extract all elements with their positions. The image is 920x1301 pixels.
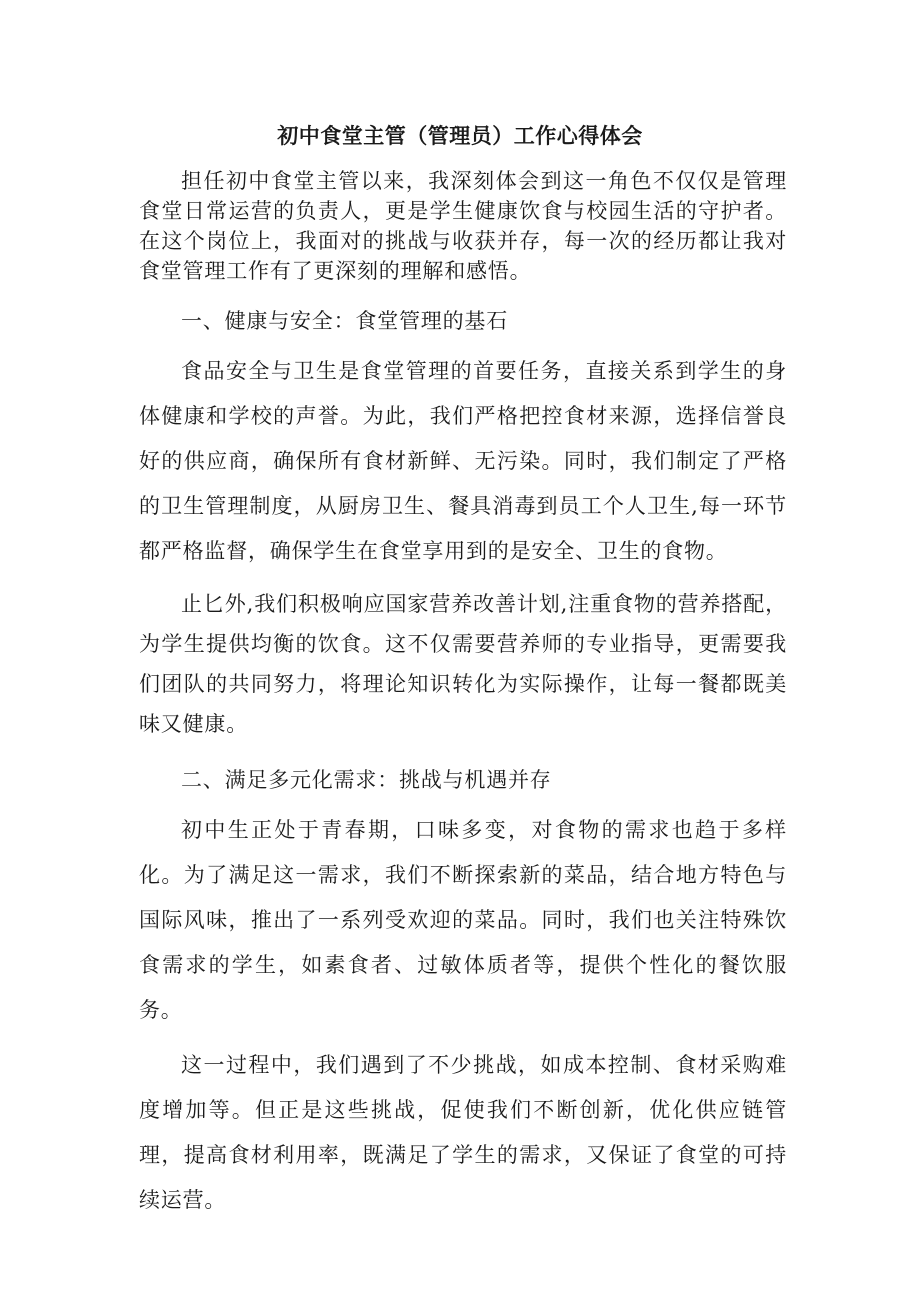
paragraph-nutrition: 止匕外,我们积极响应国家营养改善计划,注重食物的营养搭配，为学生提供均衡的饮食。这不仅需要营养师的专业指导，更需要我们团队的共同努力，将理论知识转化为实际操作，让每一餐都既美味又健康。	[139, 592, 787, 736]
paragraph-intro: 担任初中食堂主管以来，我深刻体会到这一角色不仅仅是管理食堂日常运营的负责人，更是学生健康饮食与校园生活的守护者。在这个岗位上，我面对的挑战与收获并存，每一次的经历都让我对食堂管理工作有了更深刻的理解和感悟。	[139, 169, 787, 283]
paragraph-food-safety: 食品安全与卫生是食堂管理的首要任务，直接关系到学生的身体健康和学校的声誉。为此，我们严格把控食材来源，选择信誉良好的供应商，确保所有食材新鲜、无污染。同时，我们制定了严格的卫生管理制度，从厨房卫生、餐具消毒到员工个人卫生,每一环节都严格监督，确保学生在食堂享用到的是安全、卫生的食物。	[139, 359, 787, 563]
paragraph-challenges: 这一过程中，我们遇到了不少挑战，如成本控制、食材采购难度增加等。但正是这些挑战，促使我们不断创新，优化供应链管理，提高食材利用率，既满足了学生的需求，又保证了食堂的可持续运营。	[139, 1053, 787, 1212]
document-body	[139, 166, 787, 1223]
document-title: 初中食堂主管（管理员）工作心得体会	[277, 123, 643, 148]
section-heading-2: 二、满足多元化需求：挑战与机遇并存	[181, 768, 552, 792]
paragraph-diverse-needs: 初中生正处于青春期，口味多变，对食物的需求也趋于多样化。为了满足这一需求，我们不断探索新的菜品，结合地方特色与国际风味，推出了一系列受欢迎的菜品。同时，我们也关注特殊饮食需求的学生，如素食者、过敏体质者等，提供个性化的餐饮服务。	[139, 818, 787, 1022]
section-heading-1: 一、健康与安全：食堂管理的基石	[181, 309, 508, 333]
